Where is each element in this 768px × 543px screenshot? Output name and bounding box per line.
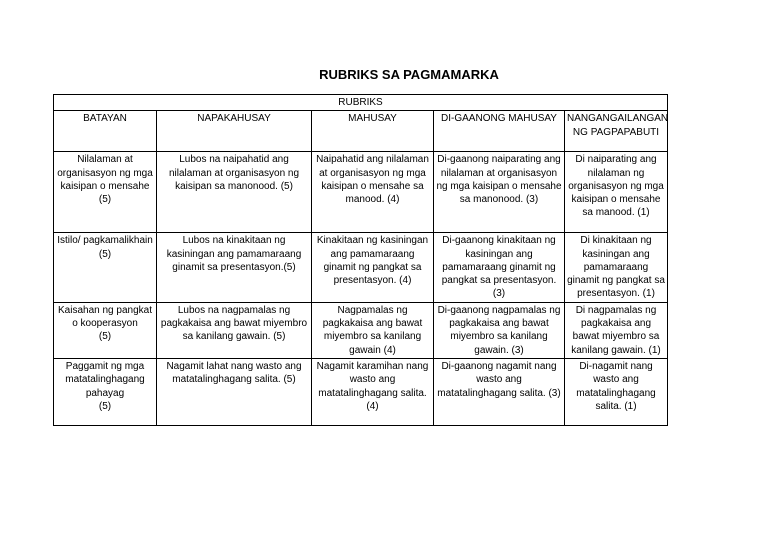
rating-cell: Di-gaanong nagpamalas ng pagkakaisa ang bawat miyembro sa kanilang gawain. (3) — [434, 302, 565, 358]
rating-cell: Nagamit lahat nang wasto ang matatalinghagang salita. (5) — [157, 358, 312, 425]
criterion-points: (5) — [98, 194, 112, 206]
header-mahusay: MAHUSAY — [312, 111, 434, 152]
rating-cell: Naipahatid ang nilalaman at organisasyon ng mga kaisipan o mensahe sa manood. (4) — [312, 152, 434, 233]
criterion-points: (5) — [98, 331, 112, 343]
rating-cell: Nagamit karamihan nang wasto ang matatalinghagang salita. (4) — [312, 358, 434, 425]
table-caption-row — [54, 95, 668, 111]
rating-cell: Di-gaanong kinakitaan ng kasiningan ang pamamaraang ginamit ng pangkat sa presentasyon. (3) — [434, 233, 565, 302]
table-row — [54, 358, 668, 425]
criterion-cell — [54, 358, 157, 425]
rating-cell: Lubos na kinakitaan ng kasiningan ang pamamaraang ginamit sa presentasyon.(5) — [157, 233, 312, 302]
table-row — [54, 302, 668, 358]
table-caption: RUBRIKS — [54, 95, 668, 111]
header-napakahusay: NAPAKAHUSAY — [157, 111, 312, 152]
rating-cell: Nagpamalas ng pagkakaisa ang bawat miyembro sa kanilang gawain (4) — [312, 302, 434, 358]
criterion-label: Istilo/ pagkamalikhain — [57, 235, 153, 247]
criterion-cell — [54, 152, 157, 233]
rating-cell: Di naiparating ang nilalaman ng organisasyon ng mga kaisipan o mensahe sa manood. (1) — [565, 152, 668, 233]
rating-cell: Lubos na naipahatid ang nilalaman at organisasyon ng kaisipan sa manonood. (5) — [157, 152, 312, 233]
header-row — [54, 111, 668, 152]
header-batayan: BATAYAN — [54, 111, 157, 152]
table-row — [54, 233, 668, 302]
rating-cell: Di kinakitaan ng kasiningan ang pamamaraang ginamit ng pangkat sa presentasyon. (1) — [565, 233, 668, 302]
criterion-points: (5) — [98, 400, 112, 412]
rating-cell: Di-nagamit nang wasto ang matatalinghagang salita. (1) — [565, 358, 668, 425]
criterion-points: (5) — [98, 248, 112, 260]
rubric-table — [53, 94, 668, 426]
page-title: RUBRIKS SA PAGMAMARKA — [319, 67, 499, 82]
criterion-cell — [54, 233, 157, 302]
rating-cell: Di nagpamalas ng pagkakaisa ang bawat miyembro sa kanilang gawain. (1) — [565, 302, 668, 358]
criterion-label: Nilalaman at organisasyon ng mga kaisipan o mensahe — [57, 154, 153, 192]
rating-cell: Kinakitaan ng kasiningan ang pamamaraang ginamit ng pangkat sa presentasyon. (4) — [312, 233, 434, 302]
criterion-label: Kaisahan ng pangkat o kooperasyon — [58, 304, 152, 330]
header-di-gaanong-mahusay: DI-GAANONG MAHUSAY — [434, 111, 565, 152]
rating-cell: Lubos na nagpamalas ng pagkakaisa ang bawat miyembro sa kanilang gawain. (5) — [157, 302, 312, 358]
rating-cell: Di-gaanong nagamit nang wasto ang matatalinghagang salita. (3) — [434, 358, 565, 425]
criterion-cell — [54, 302, 157, 358]
rating-cell: Di-gaanong naiparating ang nilalaman at organisasyon ng mga kaisipan o mensahe sa manonood. (3) — [434, 152, 565, 233]
table-row — [54, 152, 668, 233]
header-nangangailangan: NANGANGAILANGAN NG PAGPAPABUTI — [565, 111, 668, 152]
criterion-label: Paggamit ng mga matatalinghagang pahayag — [65, 360, 145, 399]
